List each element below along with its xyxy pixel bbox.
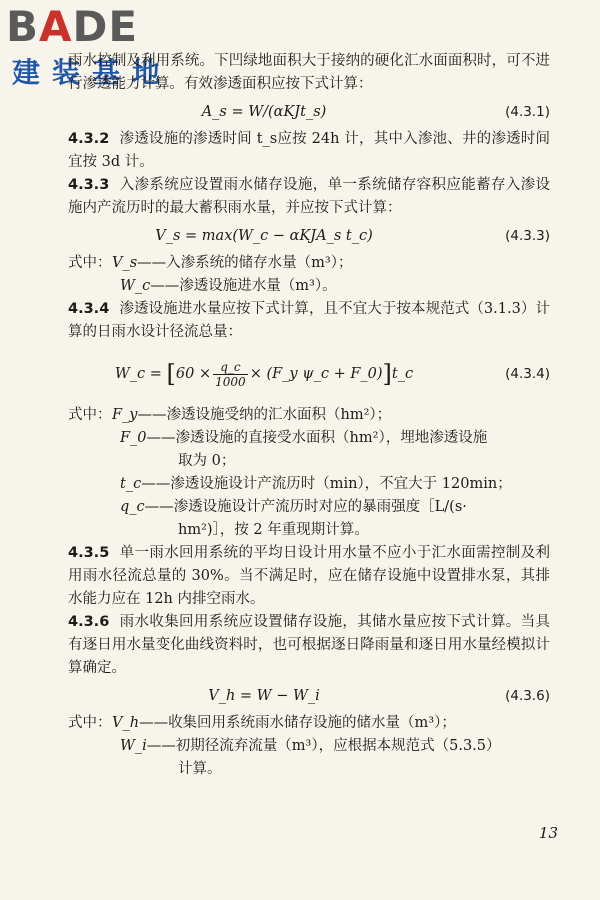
formula-lhs: W_c = (114, 366, 162, 382)
definition-qc (68, 496, 550, 542)
definition-lead: 式中： (68, 255, 112, 271)
symbol: V_h (112, 715, 140, 731)
formula-4-3-3 (68, 223, 550, 249)
formula-expression: V_h = W − W_i (208, 688, 320, 704)
definition-wi (68, 735, 550, 781)
formula-4-3-1 (68, 99, 550, 125)
fraction-denominator: 1000 (215, 374, 246, 389)
formula-tail: t_c (391, 366, 414, 382)
definition-text: ——入渗系统的储存水量（m³）； (137, 255, 353, 271)
formula-number: (4.3.1) (505, 104, 550, 120)
symbol: q_c (120, 499, 145, 515)
clause-number: 4.3.2 (68, 131, 110, 147)
formula-expression (68, 352, 460, 396)
definition-text: ——初期径流弃流量（m³），应根据本规范式（5.3.5） (146, 738, 501, 754)
symbol: V_s (112, 255, 138, 271)
clause-number: 4.3.6 (68, 614, 110, 630)
definition-f0 (68, 427, 550, 473)
clause-text: 渗透设施的渗透时间 t_s应按 24h 计，其中入渗池、井的渗透时间宜按 3d 计。 (68, 131, 550, 170)
clause-4-3-2 (68, 128, 550, 174)
formula-4-3-6 (68, 683, 550, 709)
definition-vs (68, 252, 550, 275)
clause-text: 雨水收集回用系统应设置储存设施，其储水量应按下式计算。当具有逐日用水量变化曲线资料时，也可根据逐日降雨量和逐日用水量经模拟计算确定。 (68, 614, 550, 676)
fraction (213, 360, 248, 389)
formula-4-3-4 (68, 352, 550, 396)
symbol: t_c (120, 476, 142, 492)
definition-text: ——收集回用系统雨水储存设施的储水量（m³）； (139, 715, 456, 731)
definition-text: ——渗透设施设计产流历时对应的暴雨强度［L/(s· (144, 499, 467, 515)
clause-text: 单一雨水回用系统的平均日设计用水量不应小于汇水面需控制及利用雨水径流总量的 30%。当不满足时，应在储存设施中设置排水泵，其排水能力应在 12h 内排空雨水。 (68, 545, 550, 607)
formula-number: (4.3.3) (505, 228, 550, 244)
definition-continuation: hm²)］，按 2 年重现期计算。 (178, 522, 369, 538)
document-body (68, 50, 550, 781)
formula-part: × (F_y ψ_c + F_0) (249, 366, 383, 382)
clause-4-3-5 (68, 542, 550, 611)
symbol: W_i (120, 738, 147, 754)
page-number: 13 (538, 824, 558, 842)
definition-text: ——渗透设施进水量（m³）。 (150, 278, 337, 294)
clause-text: 入渗系统应设置雨水储存设施，单一系统储存容积应能蓄存入渗设施内产流历时的最大蓄积雨水量，并应按下式计算： (68, 177, 550, 216)
clause-4-3-3 (68, 174, 550, 220)
definition-continuation: 计算。 (178, 761, 222, 777)
symbol: W_c (120, 278, 151, 294)
clause-4-3-6 (68, 611, 550, 680)
clause-number: 4.3.4 (68, 301, 110, 317)
clause-4-3-4 (68, 298, 550, 344)
definition-text: ——渗透设施受纳的汇水面积（hm²）； (137, 407, 392, 423)
intro-paragraph: 雨水控制及利用系统。下凹绿地面积大于接纳的硬化汇水面面积时，可不进行渗透能力计算。有效渗透面积应按下式计算： (68, 53, 550, 92)
formula-number: (4.3.6) (505, 688, 550, 704)
formula-expression: V_s = max(W_c − αKJA_s t_c) (155, 228, 373, 244)
definition-vh (68, 712, 550, 735)
definition-lead: 式中： (68, 407, 112, 423)
definition-fy (68, 404, 550, 427)
clause-number: 4.3.3 (68, 177, 110, 193)
definition-continuation: 取为 0； (178, 453, 236, 469)
formula-number: (4.3.4) (505, 366, 550, 382)
definition-text: ——渗透设施设计产流历时（min），不宜大于 120min； (141, 476, 512, 492)
formula-part: 60 × (175, 366, 212, 382)
symbol: F_0 (120, 430, 147, 446)
clause-text: 渗透设施进水量应按下式计算，且不宜大于按本规范式（3.1.3）计算的日雨水设计径流总量： (68, 301, 550, 340)
definition-tc (68, 473, 550, 496)
formula-expression: A_s = W/(αKJt_s) (201, 104, 327, 120)
symbol: F_y (112, 407, 138, 423)
definition-wc (68, 275, 550, 298)
left-bracket: [ (166, 360, 176, 388)
watermark-chinese: 建装基地 (12, 56, 173, 89)
definition-lead: 式中： (68, 715, 112, 731)
fraction-numerator: q_c (213, 360, 248, 375)
clause-number: 4.3.5 (68, 545, 110, 561)
definition-text: ——渗透设施的直接受水面积（hm²），埋地渗透设施 (146, 430, 488, 446)
watermark-latin: BADE (6, 2, 139, 51)
right-bracket: ] (382, 360, 392, 388)
